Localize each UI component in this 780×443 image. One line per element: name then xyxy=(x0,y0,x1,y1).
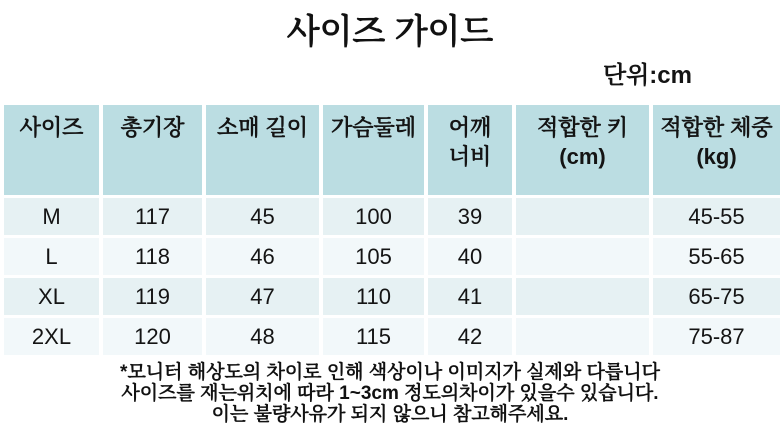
header-fit-height xyxy=(516,105,649,195)
cell-shoulder: 42 xyxy=(428,318,512,355)
table-row-2xl xyxy=(4,318,780,355)
header-fit-height-line1: 적합한 키 xyxy=(536,115,629,140)
header-sleeve-length-line1: 소매 길이 xyxy=(216,115,309,140)
cell-chest: 115 xyxy=(323,318,424,355)
cell-chest: 105 xyxy=(323,238,424,275)
cell-total-length: 119 xyxy=(103,278,202,315)
unit-label: 단위:cm xyxy=(602,62,692,89)
header-shoulder-line1: 어깨 xyxy=(448,115,492,140)
cell-fit-height xyxy=(516,238,649,275)
header-chest-circumference xyxy=(323,105,424,195)
cell-chest: 110 xyxy=(323,278,424,315)
table-header-row xyxy=(4,105,780,195)
cell-total-length: 117 xyxy=(103,198,202,235)
footer-notes xyxy=(0,362,780,425)
size-guide-table xyxy=(0,102,780,358)
table-row-xl xyxy=(4,278,780,315)
note-line-3: 이는 불량사유가 되지 않으니 참고해주세요. xyxy=(211,404,569,425)
note-line-1: *모니터 해상도의 차이로 인해 색상이나 이미지가 실제와 다릅니다 xyxy=(120,362,660,383)
cell-total-length: 118 xyxy=(103,238,202,275)
cell-fit-height xyxy=(516,318,649,355)
cell-size: M xyxy=(4,198,99,235)
header-size-line1: 사이즈 xyxy=(19,115,84,140)
cell-shoulder: 40 xyxy=(428,238,512,275)
page-title: 사이즈 가이드 xyxy=(286,13,494,51)
cell-fit-weight: 75-87 xyxy=(653,318,780,355)
cell-sleeve-length: 45 xyxy=(206,198,319,235)
cell-fit-weight: 45-55 xyxy=(653,198,780,235)
header-total-length xyxy=(103,105,202,195)
header-total-length-line1: 총기장 xyxy=(120,115,185,140)
header-shoulder-width xyxy=(428,105,512,195)
header-chest-line1: 가슴둘레 xyxy=(330,115,416,140)
header-shoulder-line2: 너비 xyxy=(448,143,492,169)
header-sleeve-length xyxy=(206,105,319,195)
note-line-2: 사이즈를 재는위치에 따라 1~3cm 정도의차이가 있을수 있습니다. xyxy=(121,383,659,404)
cell-size: 2XL xyxy=(4,318,99,355)
header-fit-weight xyxy=(653,105,780,195)
cell-fit-height xyxy=(516,278,649,315)
table-row-m xyxy=(4,198,780,235)
cell-fit-height xyxy=(516,198,649,235)
cell-sleeve-length: 47 xyxy=(206,278,319,315)
cell-chest: 100 xyxy=(323,198,424,235)
cell-size: XL xyxy=(4,278,99,315)
cell-total-length: 120 xyxy=(103,318,202,355)
header-fit-weight-line1: 적합한 체중 xyxy=(660,115,773,140)
cell-size: L xyxy=(4,238,99,275)
cell-fit-weight: 65-75 xyxy=(653,278,780,315)
header-size xyxy=(4,105,99,195)
cell-shoulder: 39 xyxy=(428,198,512,235)
table-row-l xyxy=(4,238,780,275)
cell-sleeve-length: 48 xyxy=(206,318,319,355)
cell-fit-weight: 55-65 xyxy=(653,238,780,275)
header-fit-height-line2: (cm) xyxy=(559,143,606,169)
cell-sleeve-length: 46 xyxy=(206,238,319,275)
header-fit-weight-line2: (kg) xyxy=(696,143,737,169)
cell-shoulder: 41 xyxy=(428,278,512,315)
